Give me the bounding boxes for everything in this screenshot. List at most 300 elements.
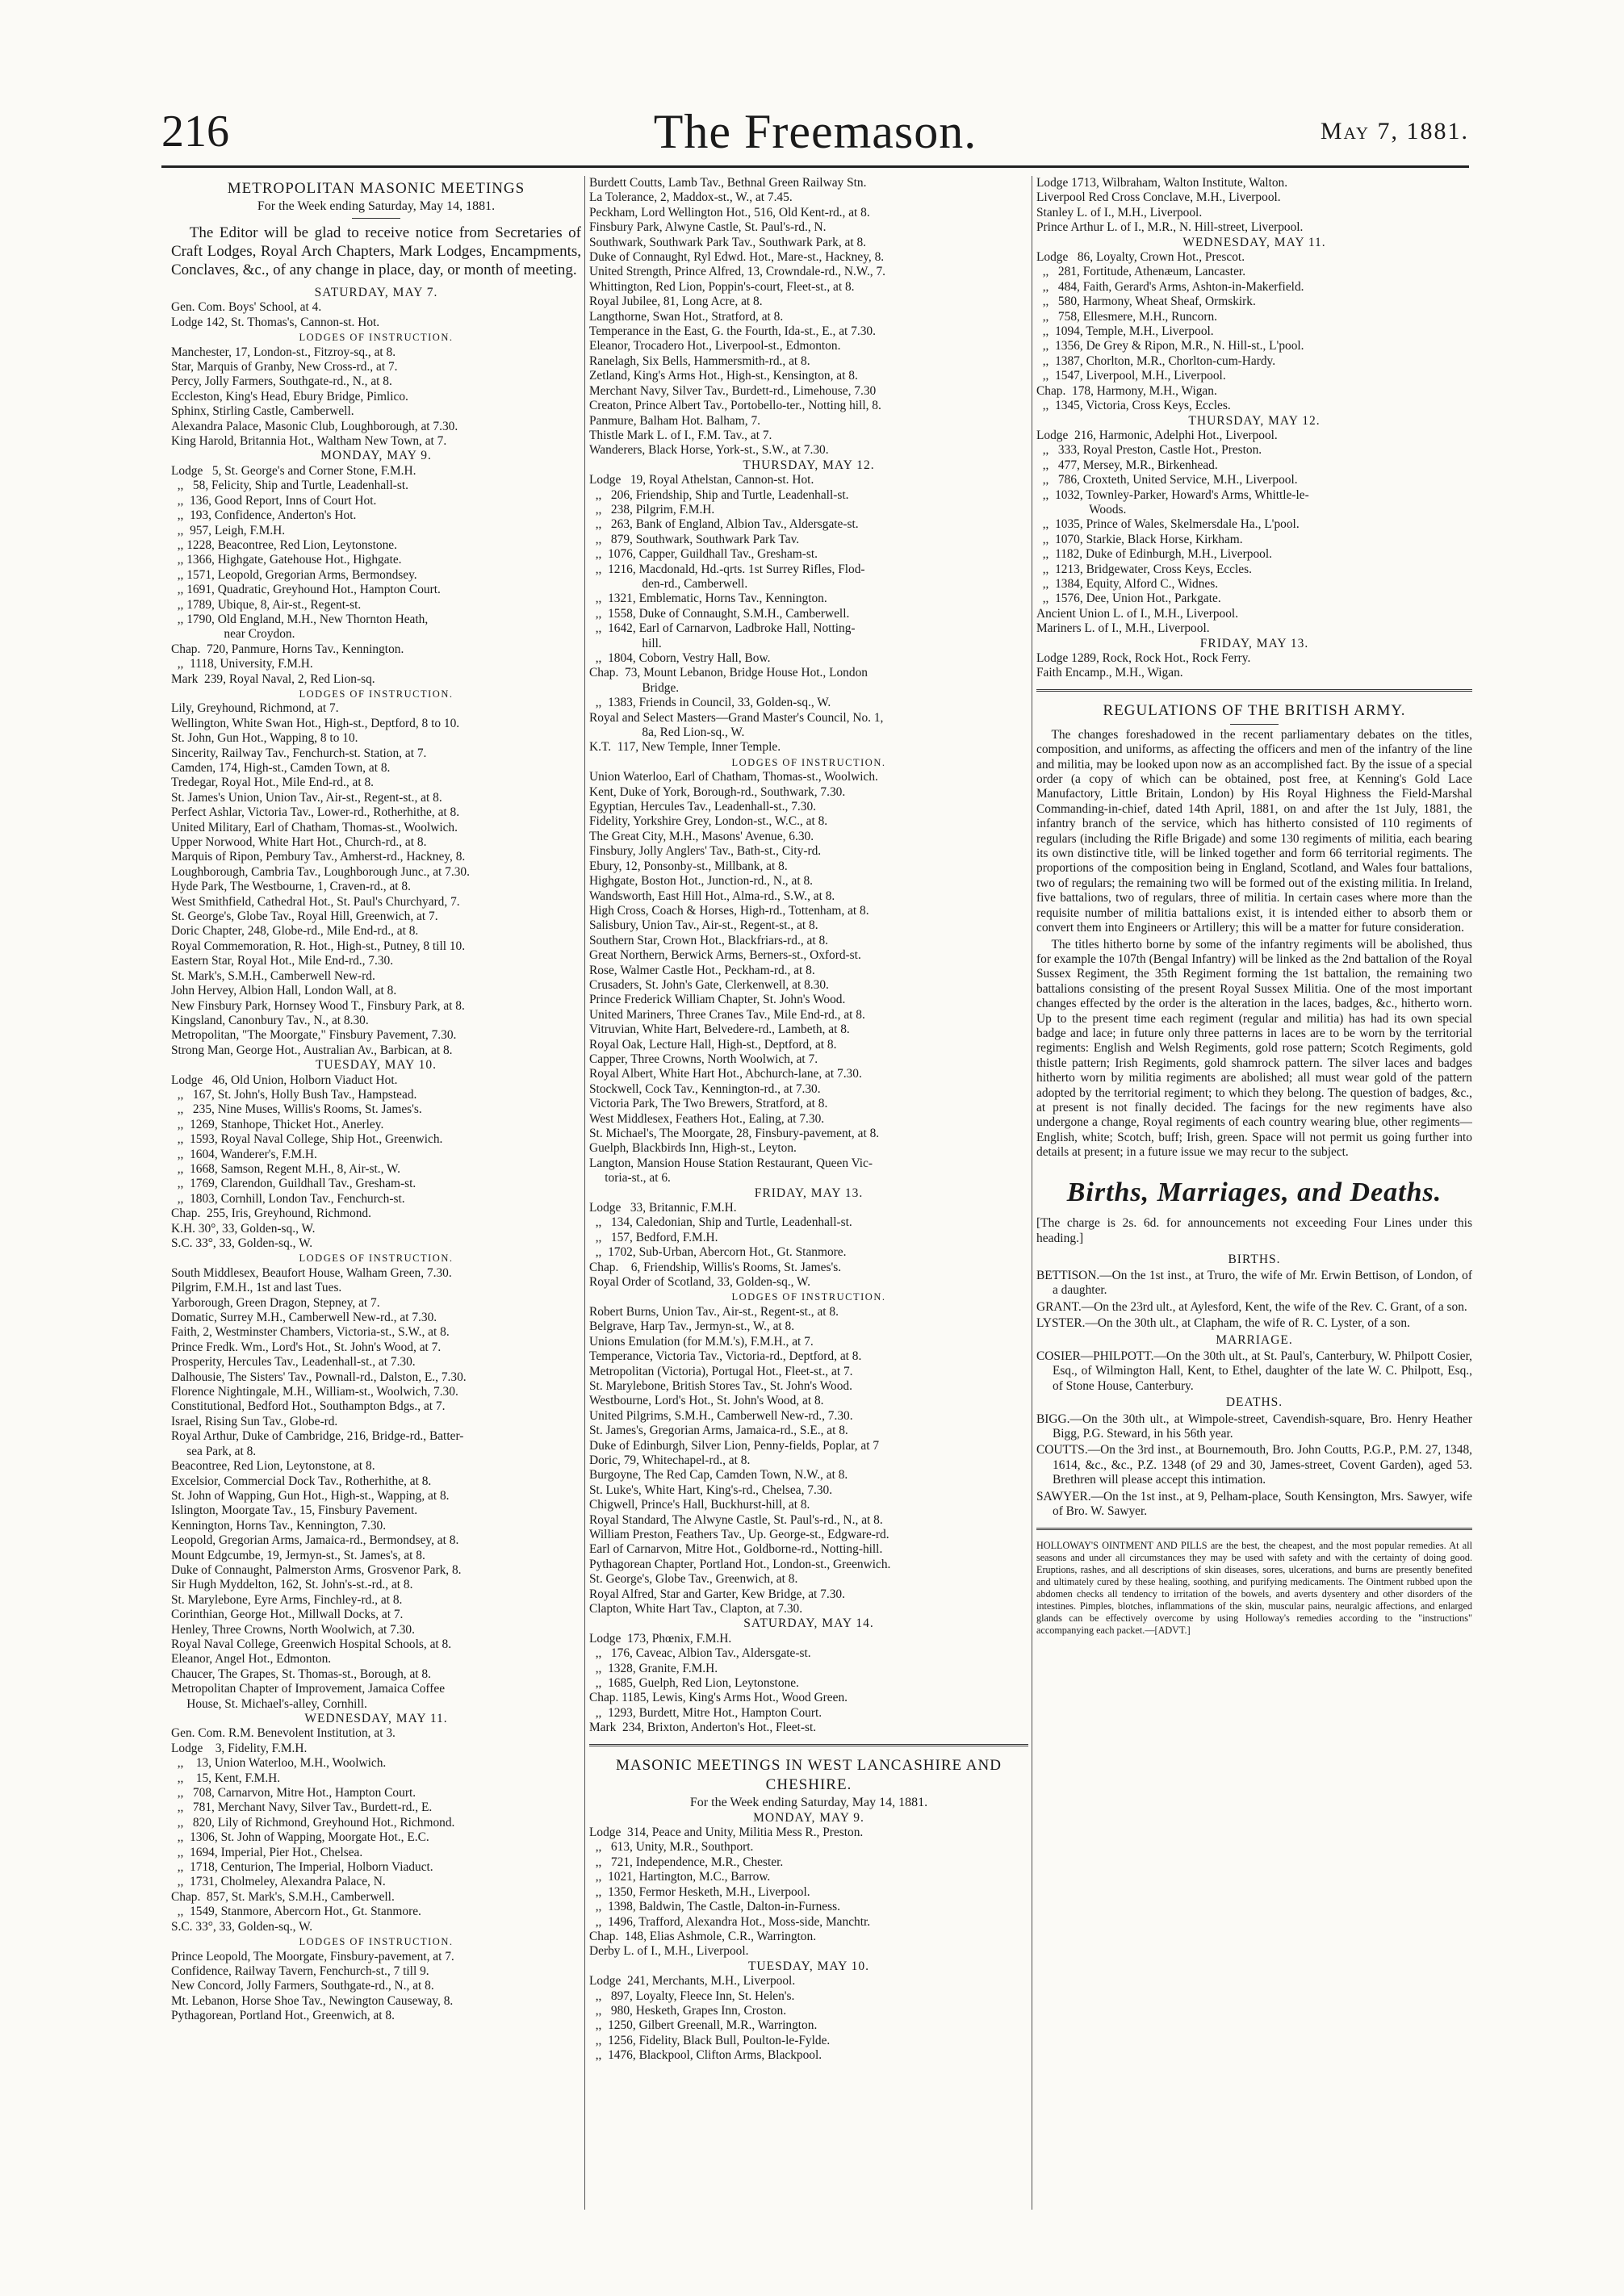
meeting-entry: ,, 1803, Cornhill, London Tav., Fenchurch-st. <box>171 1191 405 1206</box>
meeting-entry: ,, 1213, Bridgewater, Cross Keys, Eccles. <box>1036 562 1252 576</box>
meeting-entry: Lodge 314, Peace and Unity, Militia Mess R., Preston. <box>589 1826 864 1840</box>
meeting-entry: Pilgrim, F.M.H., 1st and last Tues. <box>171 1281 342 1295</box>
meeting-entry: S.C. 33°, 33, Golden-sq., W. <box>171 1919 313 1934</box>
meeting-entry: Lodge 1713, Wilbraham, Walton Institute, Walton. <box>1036 176 1288 190</box>
meeting-entry: Lodge 173, Phœnix, F.M.H. <box>589 1631 732 1646</box>
meeting-entry: ,, 1789, Ubique, 8, Air-st., Regent-st. <box>171 597 362 612</box>
meeting-entry: ,, 1035, Prince of Wales, Skelmersdale Ha., L'pool. <box>1036 517 1300 532</box>
meeting-entry: Duke of Connaught, Palmerston Arms, Grosvenor Park, 8. <box>171 1562 462 1577</box>
meeting-entry: ,, 1306, St. John of Wapping, Moorgate Hot., E.C. <box>171 1830 429 1845</box>
meeting-entry: Corinthian, George Hot., Millwall Docks, at 7. <box>171 1608 404 1622</box>
meeting-entry: ,, 176, Caveac, Albion Tav., Aldersgate-st. <box>589 1646 811 1661</box>
meeting-entry: Royal Oak, Lecture Hall, High-st., Deptford, at 8. <box>589 1037 837 1052</box>
meeting-entry: ,, 879, Southwark, Southwark Park Tav. <box>589 532 800 546</box>
meeting-entry: Florence Nightingale, M.H., William-st., Woolwich, 7.30. <box>171 1385 458 1399</box>
meeting-entry: Tredegar, Royal Hot., Mile End-rd., at 8. <box>171 776 375 790</box>
day-heading: TUESDAY, MAY 10. <box>315 1058 437 1073</box>
meeting-entry: United Mariners, Three Cranes Tav., Mile End-rd., at 8. <box>589 1007 865 1022</box>
meeting-entry: ,, 1384, Equity, Alford C., Widnes. <box>1036 576 1219 591</box>
meeting-entry: Whittington, Red Lion, Poppin's-court, Fleet-st., at 8. <box>589 279 855 294</box>
births-list <box>1036 1269 1472 1332</box>
meeting-entry: ,, 58, Felicity, Ship and Turtle, Leadenhall-st. <box>171 479 408 493</box>
meeting-entry: ,, 1718, Centurion, The Imperial, Holborn Viaduct. <box>171 1860 433 1875</box>
day-heading: WEDNESDAY, MAY 11. <box>304 1712 448 1725</box>
meeting-entry: Royal Standard, The Alwyne Castle, St. Paul's-rd., N., at 8. <box>589 1512 883 1527</box>
editor-notice: The Editor will be glad to receive notice from Secretaries of Craft Lodges, Royal Arch Chapters, Mark Lodges, Encampments, Conclaves, &c., of any change in place, day, or month of meeting. <box>171 224 581 278</box>
meeting-entry: Gen. Com. Boys' School, at 4. <box>171 300 322 315</box>
meeting-entry: Fidelity, Yorkshire Grey, London-st., W.C., at 8. <box>589 814 828 829</box>
article-paragraph: The changes foreshadowed in the recent parliamentary debates on the titles, composition, and uniforms, as affecting the officers and men of the infantry of the line and militia, may be looked upon now as an accomplished fact. By the issue of a special order (a copy of which can be obtained, post free, at Kenning's Gold Lace Manufactory, Little Britain, London) by His Royal Highness the Field-Marshal Commanding-in-chief, dated 14th April, 1881, on and after the 1st July, 1881, the infantry branch of the service, which has hitherto consisted of 110 regiments of regulars (including the Rifle Brigade) and some 130 regiments of militia, each bearing its own distinctive title, will be linked together and form 66 territorial regiments. The proportions of the composition being in England, Scotland, and Wales four battalions, two of regulars; the remaining two will be formed out of the existing militia. In Ireland, five battalions, two of regulars, three of militia. In certain cases where more than the requisite number of militia battalions exist, it is intended either to absorb them or convert them into Engineers or Artillery; this will be a matter for future consideration. <box>1036 727 1472 935</box>
short-rule <box>1230 724 1279 725</box>
meeting-entry: Temperance, Victoria Tav., Victoria-rd., Deptford, at 8. <box>589 1349 862 1364</box>
meeting-entry: King Harold, Britannia Hot., Waltham New Town, at 7. <box>171 434 447 449</box>
meeting-entry: ,, 1076, Capper, Guildhall Tav., Gresham-st. <box>589 547 818 562</box>
meeting-entry: Chap. 148, Elias Ashmole, C.R., Warrington. <box>589 1929 817 1943</box>
meeting-entry: ,, 1070, Starkie, Black Horse, Kirkham. <box>1036 532 1243 546</box>
meeting-entry: Royal and Select Masters—Grand Master's Council, No. 1, <box>589 710 884 725</box>
page-number: 216 <box>161 107 229 157</box>
article-paragraph: The titles hitherto borne by some of the infantry regiments will be abolished, thus for example the 107th (Bengal Infantry) will be linked as the 2nd battalion of the Royal Sussex Regiment, the 35th Regiment forming the 1st battalion, the remaining two battalions consisting of the present Royal Sussex Militia. One of the most important changes effected by the order is the alteration in the laces, badges, &c., hitherto worn. Up to the present time each regiment (regular and militia) has had its own special badge and lace; in future only three patterns in laces are to be worn by the territorial regiments: English and Welsh Regiments, gold rose pattern; Scotch Regiments, gold thistle pattern; Irish Regiments, gold shamrock pattern. The silver laces and badges hitherto worn by militia regiments are abolished; all must wear gold of the pattern adopted by the territorial regiment; to which they belong. The question of badges, &c., at present is not finally decided. The facings for the new regiments have also undergone a change, Royal regiments of each country wearing blue, other regiments—English, white; Scotch, buff; Irish, green. Space will not permit us going further into details at present; in a future issue we may recur to the subject. <box>1036 937 1472 1160</box>
meeting-entry: United Military, Earl of Chatham, Thomas-st., Woolwich. <box>171 820 458 834</box>
meeting-entry: Mark 239, Royal Naval, 2, Red Lion-sq. <box>171 671 375 686</box>
meeting-entry: ,, 820, Lily of Richmond, Greyhound Hot., Richmond. <box>171 1815 455 1830</box>
meeting-entry: Metropolitan Chapter of Improvement, Jamaica Coffee <box>171 1682 446 1696</box>
meeting-entry: Loughborough, Cambria Tav., Loughborough Junc., at 7.30. <box>171 864 470 879</box>
short-rule <box>352 218 400 219</box>
meeting-entry: ,, 1387, Chorlton, M.R., Chorlton-cum-Hardy. <box>1036 353 1276 368</box>
meeting-entry: ,, 781, Merchant Navy, Silver Tav., Burdett-rd., E. <box>171 1800 433 1815</box>
meeting-entry: Upper Norwood, White Hart Hot., Church-rd., at 8. <box>171 835 427 850</box>
meeting-entry: New Finsbury Park, Hornsey Wood T., Finsbury Park, at 8. <box>171 998 465 1013</box>
meeting-entry: Chap. 178, Harmony, M.H., Wigan. <box>1036 383 1217 398</box>
meeting-entry: Lodge 216, Harmonic, Adelphi Hot., Liverpool. <box>1036 428 1278 442</box>
meeting-entry: Creaton, Prince Albert Tav., Portobello-ter., Notting hill, 8. <box>589 399 881 413</box>
death-notice: COUTTS.—On the 3rd inst., at Bournemouth, Bro. John Coutts, P.G.P., P.M. 27, 1348, 1614, &c., &c., P.Z. 1348 (of 29 and 30, James-street, Covent Garden), aged 53. Brethren will please accept this intimation. <box>1036 1443 1472 1487</box>
meeting-entry: Bridge. <box>589 680 680 695</box>
meeting-entry: Wanderers, Black Horse, York-st., S.W., at 7.30. <box>589 443 829 458</box>
meeting-entry: 8a, Red Lion-sq., W. <box>589 726 745 740</box>
meeting-entry: Chap. 6, Friendship, Willis's Rooms, St. James's. <box>589 1260 842 1274</box>
subsection-label: LODGES OF INSTRUCTION. <box>299 1253 454 1265</box>
marriage-heading: MARRIAGE. <box>1216 1332 1293 1347</box>
issue-date: May 7, 1881. <box>1320 118 1469 144</box>
meeting-entry: ,, 758, Ellesmere, M.H., Runcorn. <box>1036 309 1217 324</box>
meeting-entry: Dalhousie, The Sisters' Tav., Pownall-rd., Dalston, E., 7.30. <box>171 1370 467 1384</box>
meeting-entry: ,, 157, Bedford, F.M.H. <box>589 1230 718 1244</box>
meeting-entry: ,, 263, Bank of England, Albion Tav., Aldersgate-st. <box>589 517 859 532</box>
meeting-entry: St. Marylebone, Eyre Arms, Finchley-rd., at 8. <box>171 1592 403 1607</box>
meeting-entry: Royal Commemoration, R. Hot., High-st., Putney, 8 till 10. <box>171 939 466 953</box>
subsection-label: LODGES OF INSTRUCTION. <box>299 1936 454 1948</box>
meeting-entry: ,, 721, Independence, M.R., Chester. <box>589 1855 784 1869</box>
meeting-entry: Royal Alfred, Star and Garter, Kew Bridge, at 7.30. <box>589 1587 845 1601</box>
meeting-entry: Southern Star, Crown Hot., Blackfriars-rd., at 8. <box>589 933 829 947</box>
meeting-entry: Woods. <box>1036 502 1127 516</box>
meeting-entry: ,, 134, Caledonian, Ship and Turtle, Leadenhall-st. <box>589 1215 852 1230</box>
meeting-entry: Hyde Park, The Westbourne, 1, Craven-rd., at 8. <box>171 880 411 894</box>
meeting-entry: ,, 1668, Samson, Regent M.H., 8, Air-st., W. <box>171 1161 400 1176</box>
meeting-entry: St. James's Union, Union Tav., Air-st., Regent-st., at 8. <box>171 790 442 805</box>
meeting-entry: ,, 238, Pilgrim, F.M.H. <box>589 502 715 516</box>
meeting-entry: Leopold, Gregorian Arms, Jamaica-rd., Bermondsey, at 8. <box>171 1533 459 1548</box>
meeting-entry: K.H. 30°, 33, Golden-sq., W. <box>171 1221 316 1236</box>
meeting-entry: The Great City, M.H., Masons' Avenue, 6.30. <box>589 829 814 843</box>
meeting-entry: Marquis of Ripon, Pembury Tav., Amherst-rd., Hackney, 8. <box>171 850 466 864</box>
meeting-entry: ,, 15, Kent, F.M.H. <box>171 1771 281 1785</box>
meeting-entry: Lodge 241, Merchants, M.H., Liverpool. <box>589 1974 796 1989</box>
charge-note: [The charge is 2s. 6d. for announcements not exceeding Four Lines under this heading.] <box>1036 1215 1472 1245</box>
death-notice: BIGG.—On the 30th ult., at Wimpole-street, Cavendish-square, Bro. Henry Heather Bigg, P.G. Steward, in his 56th year. <box>1036 1411 1472 1441</box>
meeting-entry: ,, 1366, Highgate, Gatehouse Hot., Highgate. <box>171 553 402 567</box>
meeting-entry: United Pilgrims, S.M.H., Camberwell New-rd., 7.30. <box>589 1408 853 1423</box>
meeting-entry: St. Luke's, White Hart, King's-rd., Chelsea, 7.30. <box>589 1483 833 1497</box>
meeting-entry: Burdett Coutts, Lamb Tav., Bethnal Green Railway Stn. <box>589 176 867 190</box>
meeting-entry: John Hervey, Albion Hall, London Wall, at 8. <box>171 984 397 998</box>
meeting-entry: William Preston, Feathers Tav., Up. George-st., Edgware-rd. <box>589 1527 889 1541</box>
day-heading: MONDAY, MAY 9. <box>320 449 432 463</box>
meeting-entry: Rose, Walmer Castle Hot., Peckham-rd., at 8. <box>589 963 815 977</box>
meeting-entry: ,, 484, Faith, Gerard's Arms, Ashton-in-Makerfield. <box>1036 279 1304 294</box>
meeting-entry: ,, 1549, Stanmore, Abercorn Hot., Gt. Stanmore. <box>171 1905 421 1919</box>
meeting-entry: Ebury, 12, Ponsonby-st., Millbank, at 8. <box>589 859 788 873</box>
day-heading: SATURDAY, MAY 7. <box>314 286 438 299</box>
deaths-list <box>1036 1412 1472 1520</box>
meeting-entry: ,, 1321, Emblematic, Horns Tav., Kennington. <box>589 592 827 606</box>
meeting-entry: Metropolitan (Victoria), Portugal Hot., Fleet-st., at 7. <box>589 1364 853 1378</box>
meeting-entry: ,, 1182, Duke of Edinburgh, M.H., Liverpool. <box>1036 547 1272 562</box>
meeting-entry: Vitruvian, White Hart, Belvedere-rd., Lambeth, at 8. <box>589 1023 850 1037</box>
meeting-entry: ,, 1731, Cholmeley, Alexandra Palace, N. <box>171 1875 386 1889</box>
section-rule <box>1036 1528 1472 1530</box>
meeting-entry: ,, 1021, Hartington, M.C., Barrow. <box>589 1870 771 1884</box>
meeting-entry: ,, 1216, Macdonald, Hd.-qrts. 1st Surrey Rifles, Flod- <box>589 562 865 576</box>
birth-notice: GRANT.—On the 23rd ult., at Aylesford, Kent, the wife of the Rev. C. Grant, of a son. <box>1036 1299 1467 1314</box>
meeting-entry: Ancient Union L. of I., M.H., Liverpool. <box>1036 606 1239 621</box>
meeting-entry: Lodge 142, St. Thomas's, Cannon-st. Hot. <box>171 315 380 329</box>
day-heading: MONDAY, MAY 9. <box>753 1810 864 1825</box>
day-heading: THURSDAY, MAY 12. <box>1188 413 1321 428</box>
meeting-entry: Lodge 19, Royal Athelstan, Cannon-st. Hot. <box>589 473 814 487</box>
meeting-entry: Merchant Navy, Silver Tav., Burdett-rd., Limehouse, 7.30 <box>589 383 877 398</box>
meeting-entry: Stanley L. of I., M.H., Liverpool. <box>1036 205 1203 220</box>
meeting-entry: Faith, 2, Westminster Chambers, Victoria-st., S.W., at 8. <box>171 1325 450 1340</box>
meeting-entry: St. Mark's, S.M.H., Camberwell New-rd. <box>171 968 375 983</box>
meeting-entry: Royal Albert, White Hart Hot., Abchurch-lane, at 7.30. <box>589 1067 862 1081</box>
meeting-entry: Constitutional, Bedford Hot., Southampton Bdgs., at 7. <box>171 1399 446 1414</box>
meeting-entry: Liverpool Red Cross Conclave, M.H., Liverpool. <box>1036 190 1281 205</box>
meeting-entry: Lodge 86, Loyalty, Crown Hot., Prescot. <box>1036 250 1245 265</box>
meeting-entry: Excelsior, Commercial Dock Tav., Rotherhithe, at 8. <box>171 1474 432 1488</box>
meeting-entry: Wellington, White Swan Hot., High-st., Deptford, 8 to 10. <box>171 716 460 730</box>
meeting-entry: ,, 1685, Guelph, Red Lion, Leytonstone. <box>589 1676 799 1691</box>
meeting-entry: near Croydon. <box>171 627 295 642</box>
meeting-list <box>1036 176 1472 681</box>
meeting-entry: ,, 897, Loyalty, Fleece Inn, St. Helen's. <box>589 1989 795 2003</box>
meeting-entry: Prosperity, Hercules Tav., Leadenhall-st., at 7.30. <box>171 1355 416 1370</box>
day-heading: WEDNESDAY, MAY 11. <box>1182 235 1326 249</box>
meeting-entry: ,, 1571, Leopold, Gregorian Arms, Bermondsey. <box>171 567 417 582</box>
meeting-entry: Capper, Three Crowns, North Woolwich, at 7. <box>589 1052 818 1066</box>
meeting-list <box>171 286 581 2024</box>
death-notice: SAWYER.—On the 1st inst., at 9, Pelham-place, South Kensington, Mrs. Sawyer, wife of Bro. W. Sawyer. <box>1036 1489 1472 1519</box>
meeting-entry: Ranelagh, Six Bells, Hammersmith-rd., at 8. <box>589 353 810 368</box>
meeting-entry: ,, 1250, Gilbert Greenall, M.R., Warrington. <box>589 2018 818 2033</box>
day-heading: TUESDAY, MAY 10. <box>747 1959 870 1973</box>
meeting-entry: Finsbury Park, Alwyne Castle, St. Paul's-rd., N. <box>589 220 827 235</box>
meeting-entry: Mt. Lebanon, Horse Shoe Tav., Newington Causeway, 8. <box>171 1993 454 2008</box>
meeting-entry: Chap. 857, St. Mark's, S.M.H., Camberwell. <box>171 1889 395 1904</box>
meeting-entry: Royal Arthur, Duke of Cambridge, 216, Bridge-rd., Batter- <box>171 1429 464 1444</box>
section-subheading: For the Week ending Saturday, May 14, 1881. <box>257 199 496 213</box>
meeting-entry: Highgate, Boston Hot., Junction-rd., N., at 8. <box>589 874 814 889</box>
meeting-entry: Chap. 1185, Lewis, King's Arms Hot., Wood Green. <box>589 1691 848 1705</box>
meeting-entry: S.C. 33°, 33, Golden-sq., W. <box>171 1236 313 1250</box>
meeting-entry: ,, 1496, Trafford, Alexandra Hot., Moss-side, Manchtr. <box>589 1914 871 1929</box>
meeting-entry: Sir Hugh Myddelton, 162, St. John's-st.-rd., at 8. <box>171 1578 413 1592</box>
meeting-entry: Unions Emulation (for M.M.'s), F.M.H., at 7. <box>589 1334 814 1349</box>
meeting-entry: High Cross, Coach & Horses, High-rd., Tottenham, at 8. <box>589 903 869 918</box>
meeting-entry: St. George's, Globe Tav., Royal Hill, Greenwich, at 7. <box>171 910 438 924</box>
meeting-entry: ,, 281, Fortitude, Athenæum, Lancaster. <box>1036 265 1246 279</box>
subsection-label: LODGES OF INSTRUCTION. <box>731 756 886 768</box>
meeting-entry: Stockwell, Cock Tav., Kennington-rd., at 7.30. <box>589 1081 821 1096</box>
meeting-entry: South Middlesex, Beaufort House, Walham Green, 7.30. <box>171 1265 452 1280</box>
meeting-entry: Yarborough, Green Dragon, Stepney, at 7. <box>171 1295 380 1310</box>
meeting-entry: ,, 786, Croxteth, United Service, M.H., Liverpool. <box>1036 473 1298 487</box>
meeting-entry: Guelph, Blackbirds Inn, High-st., Leyton. <box>589 1141 797 1156</box>
meeting-entry: Salisbury, Union Tav., Air-st., Regent-st., at 8. <box>589 918 818 933</box>
meeting-entry: ,, 1350, Fermor Hesketh, M.H., Liverpool. <box>589 1884 810 1899</box>
meeting-entry: Faith Encamp., M.H., Wigan. <box>1036 666 1183 680</box>
meeting-entry: St. John of Wapping, Gun Hot., High-st., Wapping, at 8. <box>171 1488 450 1503</box>
meeting-entry: Langton, Mansion House Station Restaurant, Queen Vic- <box>589 1156 873 1170</box>
meeting-entry: New Concord, Jolly Farmers, Southgate-rd., N., at 8. <box>171 1979 434 1993</box>
meeting-entry: ,, 206, Friendship, Ship and Turtle, Leadenhall-st. <box>589 487 849 502</box>
meeting-entry: Eccleston, King's Head, Ebury Bridge, Pimlico. <box>171 389 408 404</box>
meeting-entry: ,, 1383, Friends in Council, 33, Golden-sq., W. <box>589 696 831 710</box>
meeting-entry: Lodge 46, Old Union, Holborn Viaduct Hot. <box>171 1073 398 1087</box>
meeting-entry: Union Waterloo, Earl of Chatham, Thomas-st., Woolwich. <box>589 770 878 784</box>
meeting-entry: Great Northern, Berwick Arms, Berners-st., Oxford-st. <box>589 948 861 963</box>
day-heading: THURSDAY, MAY 12. <box>743 458 875 472</box>
meeting-entry: Panmure, Balham Hot. Balham, 7. <box>589 413 761 428</box>
meeting-entry: West Middlesex, Feathers Hot., Ealing, at 7.30. <box>589 1111 825 1126</box>
meeting-entry: Duke of Edinburgh, Silver Lion, Penny-fields, Poplar, at 7 <box>589 1438 880 1453</box>
newspaper-title: The Freemason. <box>653 105 977 158</box>
meeting-entry: Westbourne, Lord's Hot., St. John's Wood, at 8. <box>589 1394 824 1408</box>
meeting-entry: ,, 333, Royal Preston, Castle Hot., Preston. <box>1036 443 1262 458</box>
meeting-entry: Robert Burns, Union Tav., Air-st., Regent-st., at 8. <box>589 1304 839 1319</box>
meeting-entry: Kent, Duke of York, Borough-rd., Southwark, 7.30. <box>589 784 846 799</box>
section-heading-blackletter: Births, Marriages, and Deaths. <box>1066 1177 1442 1207</box>
meeting-entry: Metropolitan, "The Moorgate," Finsbury Pavement, 7.30. <box>171 1028 457 1043</box>
meeting-entry: Pythagorean Chapter, Portland Hot., London-st., Greenwich. <box>589 1557 891 1571</box>
column-1 <box>171 176 581 2210</box>
meeting-entry: Sincerity, Railway Tav., Fenchurch-st. Station, at 7. <box>171 746 427 760</box>
meeting-entry: ,, 167, St. John's, Holly Bush Tav., Hampstead. <box>171 1087 417 1102</box>
meeting-entry: Derby L. of I., M.H., Liverpool. <box>589 1944 749 1959</box>
meeting-entry: Alexandra Palace, Masonic Club, Loughborough, at 7.30. <box>171 419 458 433</box>
section-heading: MASONIC MEETINGS IN WEST LANCASHIRE AND CHESHIRE. <box>616 1756 1002 1793</box>
meeting-entry: Belgrave, Harp Tav., Jermyn-st., W., at 8. <box>589 1319 795 1334</box>
meeting-entry: ,, 613, Unity, M.R., Southport. <box>589 1840 754 1855</box>
meeting-entry: ,, 1269, Stanhope, Thicket Hot., Anerley. <box>171 1117 384 1131</box>
meeting-entry: Pythagorean, Portland Hot., Greenwich, at 8. <box>171 2009 395 2023</box>
meeting-entry: Crusaders, St. John's Gate, Clerkenwell, at 8.30. <box>589 977 829 992</box>
meeting-entry: ,, 235, Nine Muses, Willis's Rooms, St. James's. <box>171 1102 422 1117</box>
masthead <box>161 103 1469 160</box>
meeting-entry: Strong Man, George Hot., Australian Av., Barbican, at 8. <box>171 1043 453 1057</box>
subsection-label: LODGES OF INSTRUCTION. <box>731 1291 886 1303</box>
meeting-entry: Eleanor, Angel Hot., Edmonton. <box>171 1652 332 1667</box>
meeting-entry: Royal Jubilee, 81, Long Acre, at 8. <box>589 295 763 309</box>
meeting-entry: ,, 957, Leigh, F.M.H. <box>171 523 286 537</box>
meeting-entry: Lodge 1289, Rock, Rock Hot., Rock Ferry. <box>1036 651 1251 665</box>
meeting-entry: Sphinx, Stirling Castle, Camberwell. <box>171 404 354 419</box>
meeting-entry: ,, 1032, Townley-Parker, Howard's Arms, Whittle-le- <box>1036 487 1309 502</box>
section-rule <box>589 1744 1028 1746</box>
meeting-entry: Royal Order of Scotland, 33, Golden-sq., W. <box>589 1275 811 1290</box>
meeting-entry: Star, Marquis of Granby, New Cross-rd., at 7. <box>171 360 398 374</box>
meeting-entry: West Smithfield, Cathedral Hot., St. Paul's Churchyard, 7. <box>171 894 460 909</box>
meeting-entry: toria-st., at 6. <box>589 1171 671 1186</box>
meeting-entry: hill. <box>589 636 662 650</box>
meeting-entry: Prince Frederick William Chapter, St. John's Wood. <box>589 993 846 1007</box>
meeting-entry: Prince Fredk. Wm., Lord's Hot., St. John's Wood, at 7. <box>171 1340 442 1354</box>
birth-notice: BETTISON.—On the 1st inst., at Truro, the wife of Mr. Erwin Bettison, of London, of a daughter. <box>1036 1269 1472 1298</box>
meeting-entry: United Strength, Prince Alfred, 13, Crowndale-rd., N.W., 7. <box>589 265 886 279</box>
meeting-entry: Islington, Moorgate Tav., 15, Finsbury Pavement. <box>171 1503 418 1518</box>
meeting-entry: sea Park, at 8. <box>171 1444 257 1458</box>
meeting-entry: ,, 1691, Quadratic, Greyhound Hot., Hampton Court. <box>171 583 441 597</box>
meeting-entry: Manchester, 17, London-st., Fitzroy-sq., at 8. <box>171 345 396 359</box>
meeting-entry: ,, 1345, Victoria, Cross Keys, Eccles. <box>1036 399 1231 413</box>
meeting-entry: den-rd., Camberwell. <box>589 576 748 591</box>
meeting-entry: St. Marylebone, British Stores Tav., St. John's Wood. <box>589 1378 852 1393</box>
meeting-entry: Langthorne, Swan Hot., Stratford, at 8. <box>589 309 784 324</box>
meeting-entry: Kingsland, Canonbury Tav., N., at 8.30. <box>171 1013 369 1027</box>
meeting-entry: Prince Arthur L. of I., M.R., N. Hill-street, Liverpool. <box>1036 220 1304 235</box>
meeting-entry: Doric Chapter, 248, Globe-rd., Mile End-rd., at 8. <box>171 924 419 939</box>
meeting-entry: ,, 1356, De Grey & Ripon, M.R., N. Hill-st., L'pool. <box>1036 339 1304 353</box>
meeting-entry: ,, 1804, Coborn, Vestry Hall, Bow. <box>589 651 771 665</box>
meeting-entry: ,, 1256, Fidelity, Black Bull, Poulton-le-Fylde. <box>589 2033 831 2047</box>
births-heading: BIRTHS. <box>1228 1252 1281 1266</box>
meeting-entry: Perfect Ashlar, Victoria Tav., Lower-rd., Rotherhithe, at 8. <box>171 805 460 820</box>
column-divider <box>584 176 585 2210</box>
meeting-entry: St. John, Gun Hot., Wapping, 8 to 10. <box>171 731 358 746</box>
meeting-entry: Lodge 33, Britannic, F.M.H. <box>589 1201 737 1215</box>
meeting-entry: ,, 1694, Imperial, Pier Hot., Chelsea. <box>171 1845 363 1859</box>
section-subheading: For the Week ending Saturday, May 14, 1881. <box>689 1795 928 1809</box>
meeting-entry: ,, 1118, University, F.M.H. <box>171 657 313 671</box>
meeting-entry: Israel, Rising Sun Tav., Globe-rd. <box>171 1414 338 1428</box>
marriage-notice: COSIER—PHILPOTT.—On the 30th ult., at St. Paul's, Canterbury, W. Philpott Cosier, Esq., of Wilmington Hall, Kent, to Ethel, daughter of the late W. C. Philpott, Esq., of Stone House, Canterbury. <box>1036 1349 1472 1393</box>
meeting-entry: ,, 1604, Wanderer's, F.M.H. <box>171 1147 317 1161</box>
meeting-entry: Zetland, King's Arms Hot., High-st., Kensington, at 8. <box>589 369 858 383</box>
meeting-entry: Egyptian, Hercules Tav., Leadenhall-st., 7.30. <box>589 800 816 814</box>
meeting-entry: Finsbury, Jolly Anglers' Tav., Bath-st., City-rd. <box>589 844 822 859</box>
meeting-entry: Wandsworth, East Hill Hot., Alma-rd., S.W., at 8. <box>589 889 835 903</box>
meeting-entry: ,, 13, Union Waterloo, M.H., Woolwich. <box>171 1756 387 1771</box>
meeting-entry: ,, 1593, Royal Naval College, Ship Hot., Greenwich. <box>171 1132 443 1147</box>
meeting-entry: Peckham, Lord Wellington Hot., 516, Old Kent-rd., at 8. <box>589 205 870 220</box>
meeting-entry: Doric, 79, Whitechapel-rd., at 8. <box>589 1453 751 1467</box>
subsection-label: LODGES OF INSTRUCTION. <box>299 332 454 344</box>
meeting-entry: Thistle Mark L. of I., F.M. Tav., at 7. <box>589 428 772 442</box>
day-heading: SATURDAY, MAY 14. <box>743 1616 874 1631</box>
meeting-entry: ,, 1547, Liverpool, M.H., Liverpool. <box>1036 369 1226 383</box>
meeting-entry: Kennington, Horns Tav., Kennington, 7.30. <box>171 1518 387 1533</box>
meeting-entry: Chap. 255, Iris, Greyhound, Richmond. <box>171 1207 371 1221</box>
section-rule <box>1036 689 1472 692</box>
meeting-entry: Duke of Connaught, Ryl Edwd. Hot., Mare-st., Hackney, 8. <box>589 250 885 265</box>
meeting-entry: ,, 1476, Blackpool, Clifton Arms, Blackpool. <box>589 2048 822 2063</box>
day-heading: FRIDAY, MAY 13. <box>1199 636 1309 650</box>
day-heading: FRIDAY, MAY 13. <box>754 1186 864 1200</box>
meeting-entry: ,, 136, Good Report, Inns of Court Hot. <box>171 493 377 508</box>
meeting-entry: La Tolerance, 2, Maddox-st., W., at 7.45. <box>589 190 793 205</box>
meeting-entry: Lodge 3, Fidelity, F.M.H. <box>171 1741 308 1755</box>
meeting-list <box>589 176 1028 2064</box>
meeting-entry: Domatic, Surrey M.H., Camberwell New-rd., at 7.30. <box>171 1311 437 1325</box>
meeting-entry: Mariners L. of I., M.H., Liverpool. <box>1036 621 1210 636</box>
masthead-rule <box>161 165 1469 168</box>
column-2 <box>589 176 1028 2210</box>
meeting-entry: ,, 980, Hesketh, Grapes Inn, Croston. <box>589 2003 787 2018</box>
advertisement: HOLLOWAY'S OINTMENT AND PILLS are the best, the cheapest, and the most popular remedies. At all seasons and under all circumstances they may be used with safety and with the certainty of doing good. Eruptions, rashes, and all descriptions of skin diseases, sores, ulcerations, and burns are presently benefited and ultimately cured by these healing, soothing, and purifying medicaments. The Ointment rubbed upon the abdomen checks all tendency to irritation of the bowels, and averts dysentery and other disorders of the intestines. Pimples, blotches, inflammations of the skin, muscular pains, neuralgic affections, and enlarged glands can be effectively overcome by using Holloway's remedies according to the "instructions" accompanying each packet.—[ADVT.] <box>1036 1539 1472 1636</box>
meeting-entry: House, St. Michael's-alley, Cornhill. <box>171 1696 367 1711</box>
meeting-entry: Mount Edgcumbe, 19, Jermyn-st., St. James's, at 8. <box>171 1548 425 1562</box>
meeting-entry: K.T. 117, New Temple, Inner Temple. <box>589 740 781 755</box>
meeting-entry: ,, 708, Carnarvon, Mitre Hot., Hampton Court. <box>171 1786 416 1800</box>
meeting-entry: Lodge 5, St. George's and Corner Stone, F.M.H. <box>171 463 416 478</box>
meeting-entry: Henley, Three Crowns, North Woolwich, at 7.30. <box>171 1622 415 1637</box>
section-heading: METROPOLITAN MASONIC MEETINGS <box>227 180 525 197</box>
meeting-entry: ,, 1328, Granite, F.M.H. <box>589 1661 718 1675</box>
meeting-entry: Beacontree, Red Lion, Leytonstone, at 8. <box>171 1459 375 1474</box>
meeting-entry: ,, 1790, Old England, M.H., New Thornton Heath, <box>171 612 429 626</box>
meeting-entry: Chap. 73, Mount Lebanon, Bridge House Hot., London <box>589 666 868 680</box>
meeting-entry: Confidence, Railway Tavern, Fenchurch-st., 7 till 9. <box>171 1964 429 1978</box>
meeting-entry: Lily, Greyhound, Richmond, at 7. <box>171 701 339 716</box>
marriage-list <box>1036 1349 1472 1394</box>
meeting-entry: ,, 1228, Beacontree, Red Lion, Leytonstone. <box>171 537 397 552</box>
meeting-entry: St. Michael's, The Moorgate, 28, Finsbury-pavement, at 8. <box>589 1127 880 1140</box>
meeting-entry: ,, 1576, Dee, Union Hot., Parkgate. <box>1036 592 1221 606</box>
meeting-entry: Temperance in the East, G. the Fourth, Ida-st., E., at 7.30. <box>589 324 876 339</box>
meeting-entry: ,, 1094, Temple, M.H., Liverpool. <box>1036 324 1214 339</box>
meeting-entry: ,, 1702, Sub-Urban, Abercorn Hot., Gt. Stanmore. <box>589 1245 847 1260</box>
meeting-entry: ,, 1293, Burdett, Mitre Hot., Hampton Court. <box>589 1705 822 1720</box>
meeting-entry: St. James's, Gregorian Arms, Jamaica-rd., S.E., at 8. <box>589 1424 848 1438</box>
birth-notice: LYSTER.—On the 30th ult., at Clapham, the wife of R. C. Lyster, of a son. <box>1036 1316 1410 1331</box>
meeting-entry: ,, 193, Confidence, Anderton's Hot. <box>171 508 357 523</box>
meeting-entry: Eastern Star, Royal Hot., Mile End-rd., 7.30. <box>171 954 394 968</box>
meeting-entry: ,, 1769, Clarendon, Guildhall Tav., Gresham-st. <box>171 1177 416 1191</box>
meeting-entry: ,, 1642, Earl of Carnarvon, Ladbroke Hall, Notting- <box>589 621 856 636</box>
meeting-entry: Earl of Carnarvon, Mitre Hot., Goldborne-rd., Notting-hill. <box>589 1542 883 1557</box>
meeting-entry: Burgoyne, The Red Cap, Camden Town, N.W., at 8. <box>589 1468 848 1483</box>
meeting-entry: Percy, Jolly Farmers, Southgate-rd., N., at 8. <box>171 374 392 389</box>
subsection-label: LODGES OF INSTRUCTION. <box>299 688 454 700</box>
meeting-entry: ,, 1558, Duke of Connaught, S.M.H., Camberwell. <box>589 606 850 621</box>
meeting-entry: Victoria Park, The Two Brewers, Stratford, at 8. <box>589 1097 828 1111</box>
meeting-entry: Mark 234, Brixton, Anderton's Hot., Fleet-st. <box>589 1721 817 1735</box>
meeting-entry: Chaucer, The Grapes, St. Thomas-st., Borough, at 8. <box>171 1667 431 1681</box>
section-heading: REGULATIONS OF THE BRITISH ARMY. <box>1103 701 1406 719</box>
meeting-entry: Chigwell, Prince's Hall, Buckhurst-hill, at 8. <box>589 1498 810 1512</box>
